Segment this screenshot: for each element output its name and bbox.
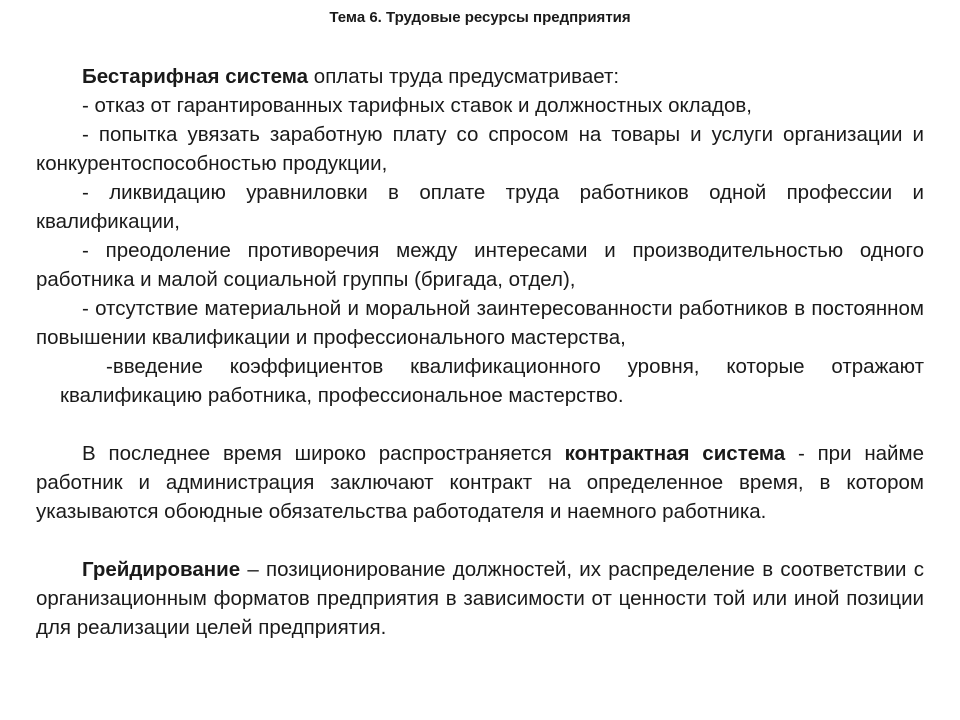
paragraph-gap (36, 526, 924, 555)
tariff-free-item-1: - отказ от гарантированных тарифных ставок и должностных окладов, (82, 94, 752, 117)
slide-title: Тема 6. Трудовые ресурсы предприятия (329, 9, 631, 26)
tariff-free-item-6: -введение коэффициентов квалификационного уровня, которые отражают квалификацию работника, профессиональное мастерство. (60, 355, 924, 407)
paragraph-gap (36, 410, 924, 439)
contract-text-after: - при найме работник и администрация заключают контракт на определенное время, в котором указываются обоюдные обязательства работодателя и наемного работника. (36, 442, 924, 523)
slide-body (36, 62, 924, 642)
tariff-free-item-2: - попытка увязать заработную плату со спросом на товары и услуги организации и конкурентоспособностью продукции, (36, 123, 924, 175)
grading-term: Грейдирование (82, 558, 241, 581)
contract-term: контрактная система (564, 442, 786, 465)
tariff-free-intro (36, 62, 924, 91)
contract-text-before: В последнее время широко распространяется (82, 442, 565, 465)
tariff-free-item-5: - отсутствие материальной и моральной заинтересованности работников в постоянном повышении квалификации и профессионального мастерства, (36, 297, 924, 349)
tariff-free-item-4: - преодоление противоречия между интересами и производительностью одного работника и малой социальной группы (бригада, отдел), (36, 239, 924, 291)
tariff-free-term: Бестарифная система (82, 65, 309, 88)
tariff-free-item-3: - ликвидацию уравниловки в оплате труда работников одной профессии и квалификации, (36, 181, 924, 233)
grading-paragraph (36, 555, 924, 642)
tariff-free-intro-text: оплаты труда предусматривает: (308, 65, 620, 88)
contract-paragraph (36, 439, 924, 526)
grading-text-after: – позиционирование должностей, их распределение в соответствии с организационным форматов предприятия в зависимости от ценности той или иной позиции для реализации целей предприятия. (36, 558, 924, 639)
